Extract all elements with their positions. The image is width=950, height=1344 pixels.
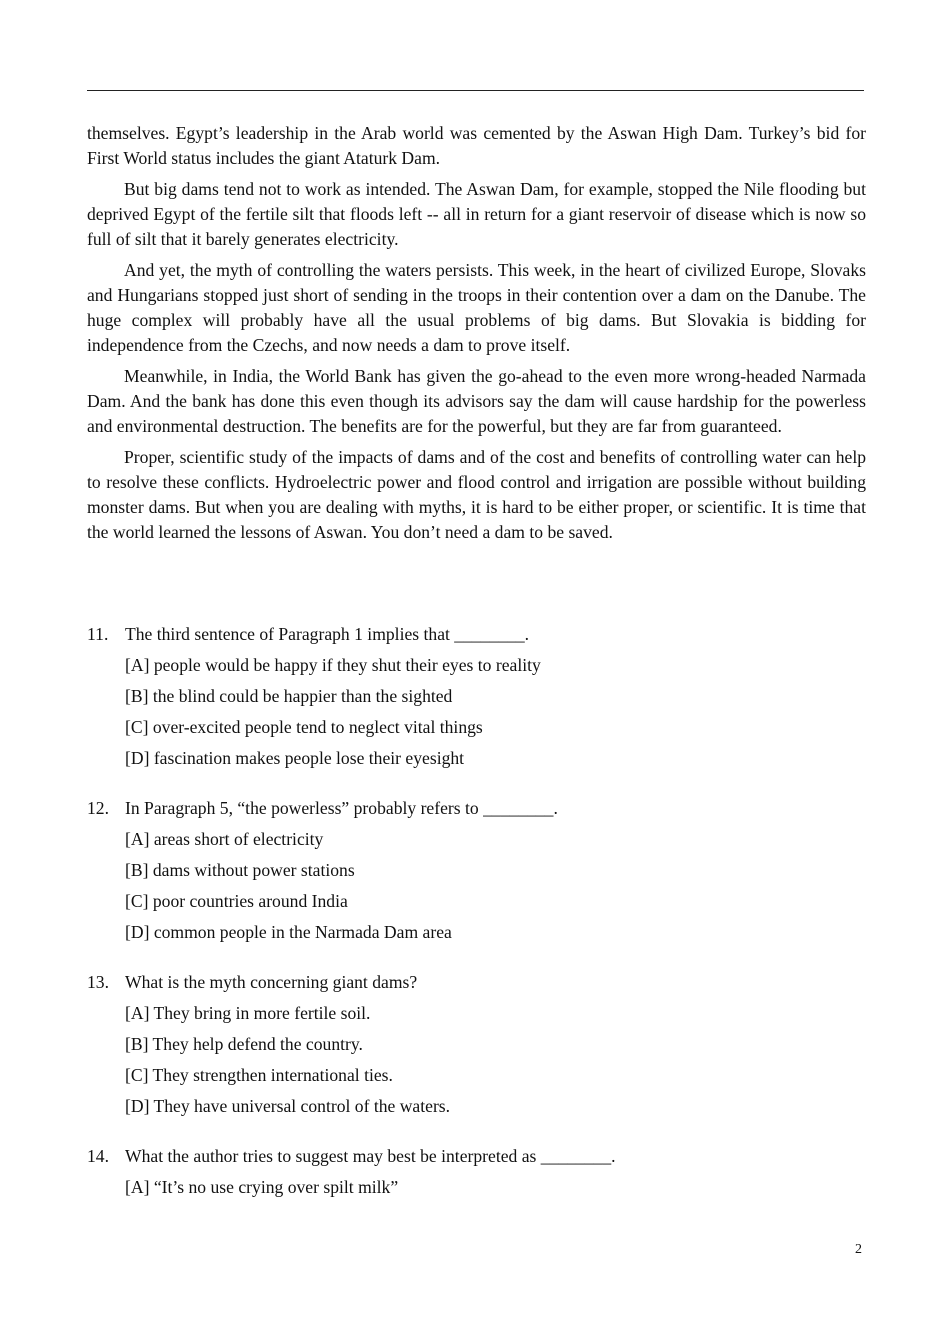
passage (87, 121, 866, 551)
option: [C] over-excited people tend to neglect vital things (125, 717, 483, 737)
question-stem: The third sentence of Paragraph 1 implies that ________. (125, 624, 530, 644)
option: [B] the blind could be happier than the sighted (125, 686, 453, 706)
option: [D] fascination makes people lose their eyesight (125, 748, 465, 768)
questions (87, 619, 866, 1222)
option: [A] areas short of electricity (125, 829, 324, 849)
option: [A] people would be happy if they shut their eyes to reality (125, 655, 541, 675)
option: [D] common people in the Narmada Dam area (125, 922, 452, 942)
paragraph: Proper, scientific study of the impacts of dams and of the cost and benefits of controlling water can help to resolve these conflicts. Hydroelectric power and flood control and irrigation are possible without building monster dams. But when you are dealing with myths, it is hard to be either proper, or scientific. It is time that the world learned the lessons of Aswan. You don’t need a dam to be saved. (87, 447, 866, 542)
option: [B] They help defend the country. (125, 1034, 363, 1054)
paragraph: And yet, the myth of controlling the waters persists. This week, in the heart of civilized Europe, Slovaks and Hungarians stopped just short of sending in the troops in their contention over a dam on the Danube. The huge complex will probably have all the usual problems of big dams. But Slovakia is bidding for independence from the Czechs, and now needs a dam to prove itself. (87, 260, 866, 355)
question-13 (87, 967, 866, 1122)
option: [B] dams without power stations (125, 860, 355, 880)
question-stem: What the author tries to suggest may best be interpreted as ________. (125, 1146, 616, 1166)
paragraph: But big dams tend not to work as intended. The Aswan Dam, for example, stopped the Nile flooding but deprived Egypt of the fertile silt that floods left -- all in return for a giant reservoir of disease which is now so full of silt that it barely generates electricity. (87, 179, 866, 249)
page-number: 2 (855, 1242, 862, 1257)
question-14 (87, 1141, 866, 1203)
question-stem: What is the myth concerning giant dams? (125, 972, 418, 992)
option: [D] They have universal control of the waters. (125, 1096, 451, 1116)
question-stem: In Paragraph 5, “the powerless” probably refers to ________. (125, 798, 558, 818)
question-12 (87, 793, 866, 948)
question-number: 14. (87, 1146, 109, 1166)
option: [C] poor countries around India (125, 891, 348, 911)
question-number: 12. (87, 798, 109, 818)
option: [A] “It’s no use crying over spilt milk” (125, 1177, 399, 1197)
question-number: 13. (87, 972, 109, 992)
option: [C] They strengthen international ties. (125, 1065, 393, 1085)
option: [A] They bring in more fertile soil. (125, 1003, 371, 1023)
paragraph: themselves. Egypt’s leadership in the Arab world was cemented by the Aswan High Dam. Turkey’s bid for First World status includes the giant Ataturk Dam. (87, 123, 866, 168)
question-number: 11. (87, 624, 109, 644)
header-rule (87, 90, 864, 91)
question-11 (87, 619, 866, 774)
paragraph: Meanwhile, in India, the World Bank has given the go-ahead to the even more wrong-headed Narmada Dam. And the bank has done this even though its advisors say the dam will cause hardship for the powerless and environmental destruction. The benefits are for the powerful, but they are far from guaranteed. (87, 366, 866, 436)
